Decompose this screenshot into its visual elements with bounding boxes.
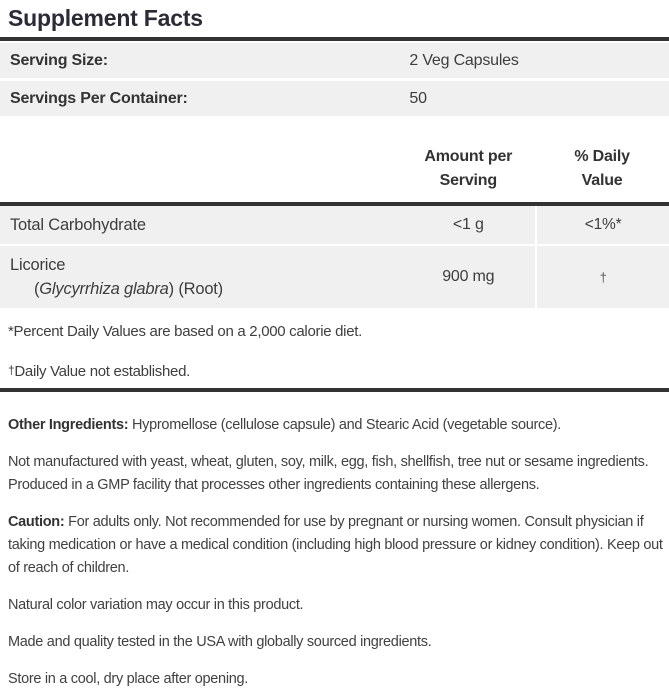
footnote-percent-daily-value (8, 322, 669, 342)
top-rule (0, 37, 669, 41)
nutrient-name: Total Carbohydrate (10, 216, 146, 234)
amount-per-serving-header-text: Amount per Serving (424, 148, 513, 189)
supplement-facts-label (0, 4, 669, 691)
caution-paragraph (8, 511, 663, 580)
header-spacer (0, 145, 401, 193)
nutrient-table-header (0, 141, 669, 202)
botanical-name: Glycyrrhiza glabra (39, 280, 169, 298)
other-ingredients-text: Hypromellose (cellulose capsule) and Stearic Acid (vegetable source). (128, 417, 562, 433)
bottom-rule (0, 388, 669, 392)
daily-value-header-text: % Daily Value (574, 148, 630, 189)
dagger-symbol: † (599, 269, 607, 285)
other-ingredients-label: Other Ingredients: (8, 417, 129, 433)
licorice-botanical-detail: (Glycyrrhiza glabra) (Root) (34, 280, 223, 298)
caution-label: Caution: (8, 514, 65, 530)
allergen-statement: Not manufactured with yeast, wheat, gluten, soy, milk, egg, fish, shellfish, tree nut or sesame ingredients. Produced in a GMP facility that processes other ingredients containing these allergens. (8, 454, 649, 493)
amount-per-serving-header (401, 145, 535, 193)
made-in-usa-note: Made and quality tested in the USA with globally sourced ingredients. (8, 634, 432, 650)
servings-per-container-value: 50 (409, 89, 427, 107)
footnote-text: Percent Daily Values are based on a 2,000 calorie diet. (13, 323, 362, 340)
table-row-total-carbohydrate (0, 206, 669, 244)
serving-size-label: Serving Size: (10, 51, 108, 69)
color-variation-note: Natural color variation may occur in this product. (8, 597, 304, 613)
footnote-marker: † (8, 363, 15, 377)
serving-size-value: 2 Veg Capsules (409, 51, 519, 69)
nutrient-daily-value: <1%* (535, 206, 669, 244)
daily-value-header (535, 145, 669, 193)
nutrient-daily-value (535, 246, 669, 308)
nutrient-amount: 900 mg (442, 268, 495, 285)
caution-text: For adults only. Not recommended for use by pregnant or nursing women. Consult physician if taking medication or have a medical condition (including high blood pressure or kidney condition). Keep out of reach of children. (8, 514, 663, 576)
servings-per-container-row (0, 81, 669, 116)
nutrient-name (0, 246, 401, 308)
label-paragraphs (0, 414, 669, 691)
other-ingredients-paragraph (8, 414, 663, 437)
table-row-licorice (0, 246, 669, 308)
licorice-name: Licorice (10, 256, 66, 274)
storage-note: Store in a cool, dry place after opening. (8, 671, 248, 687)
footnote-text: Daily Value not established. (14, 363, 190, 380)
page-title: Supplement Facts (8, 5, 203, 31)
servings-per-container-label: Servings Per Container: (10, 89, 188, 107)
footnote-marker: * (8, 323, 14, 340)
serving-size-row (0, 43, 669, 78)
nutrient-amount: <1 g (452, 216, 484, 233)
footnote-daily-value-not-established (8, 360, 669, 382)
